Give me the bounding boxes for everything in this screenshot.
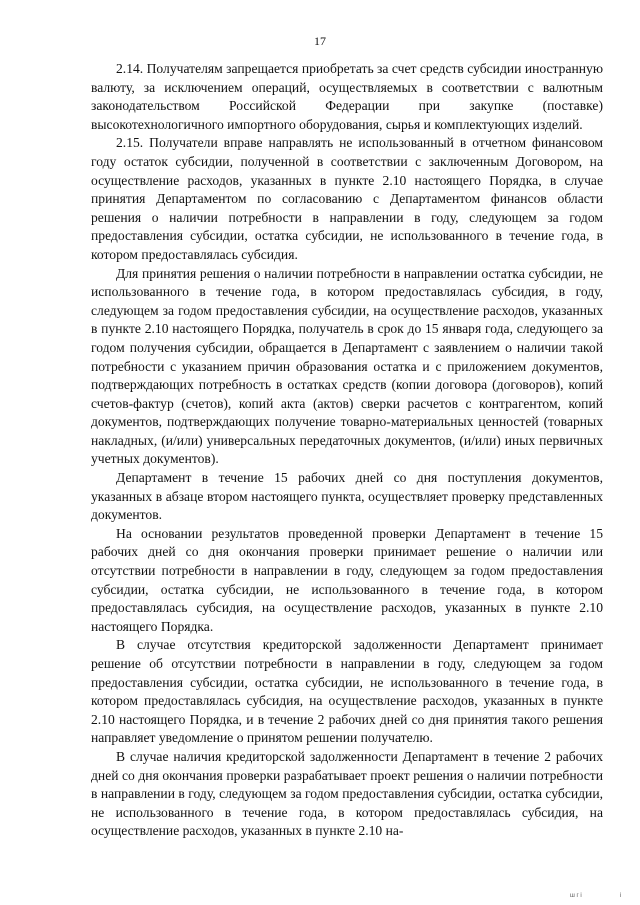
footer-mark-left: ш г і <box>570 893 582 899</box>
paragraph-2-15: 2.15. Получатели вправе направлять не использованный в отчетном финансовом году остаток субсидии, полученной в соответствии с заключенным Договором, на осуществление расходов, указанных в пункте 2.10 настоящего Порядка, в случае принятия Департаментом по согласованию с Департаментом финансов области решения о наличии потребности в направлении в году, следующем за годом предоставления субсидии, остатка субсидии, не использованного в течение года, в котором предоставлялась субсидия. <box>91 135 603 262</box>
paragraph-document-check: Департамент в течение 15 рабочих дней со дня поступления документов, указанных в абзаце втором настоящего пункта, осуществляет проверку представленных документов. <box>91 470 603 523</box>
paragraph-check-results: На основании результатов проведенной проверки Департамент в течение 15 рабочих дней со дня окончания проверки принимает решение о наличии или отсутствии потребности в направлении в году, следующем за годом предоставления субсидии, остатка субсидии, не использованного в течение года, в котором предоставлялась субсидия, на осуществление расходов, указанных в пункте 2.10 настоящего Порядка. <box>91 525 603 634</box>
paragraph-2-14: 2.14. Получателям запрещается приобретать за счет средств субсидии иностранную валюту, за исключением операций, осуществляемых в соответствии с валютным законодательством Российской Федерации при закупке (поставке) высокотехнологичного импортного оборудования, сырья и комплектующих изделий. <box>91 61 603 132</box>
document-body <box>91 60 603 841</box>
paragraph-no-debt: В случае отсутствия кредиторской задолженности Департамент принимает решение об отсутствии потребности в направлении в году, следующем за годом предоставления субсидии, остатка субсидии, не использованного в течение года, в котором предоставлялась субсидия, на осуществление расходов, указанных в пункте 2.10 настоящего Порядка, и в течение 2 рабочих дней со дня принятия такого решения направляет уведомление о принятом решении получателю. <box>91 637 603 746</box>
page-number: 17 <box>314 34 326 48</box>
paragraph-with-debt: В случае наличия кредиторской задолженности Департамент в течение 2 рабочих дней со дня окончания проверки разрабатывает проект решения о наличии потребности в направлении в году, следующем за годом предоставления субсидии, остатка субсидии, не использованного в течение года, в котором предоставлялась субсидия, на осуществление расходов, указанных в пункте 2.10 на- <box>91 748 603 839</box>
paragraph-decision-request: Для принятия решения о наличии потребности в направлении остатка субсидии, не использованного в течение года, в котором предоставлялась субсидия, в году, следующем за годом предоставления субсидии, на осуществление расходов, указанных в пункте 2.10 настоящего Порядка, получатель в срок до 15 января года, следующего за годом получения субсидии, обращается в Департамент с заявлением о наличии такой потребности с указанием причин образования остатка и с приложением документов, подтверждающих потребность в остатках средств (копии договора (договоров), копий счетов-фактур (счетов), копий акта (актов) сверки расчетов с контрагентом, копий документов, подтверждающих получение товарно-материальных ценностей (товарных накладных, (и/или) универсальных передаточных документов, (и/или) иных первичных учетных документов). <box>91 265 603 467</box>
footer-mark-right: і <box>620 893 622 899</box>
